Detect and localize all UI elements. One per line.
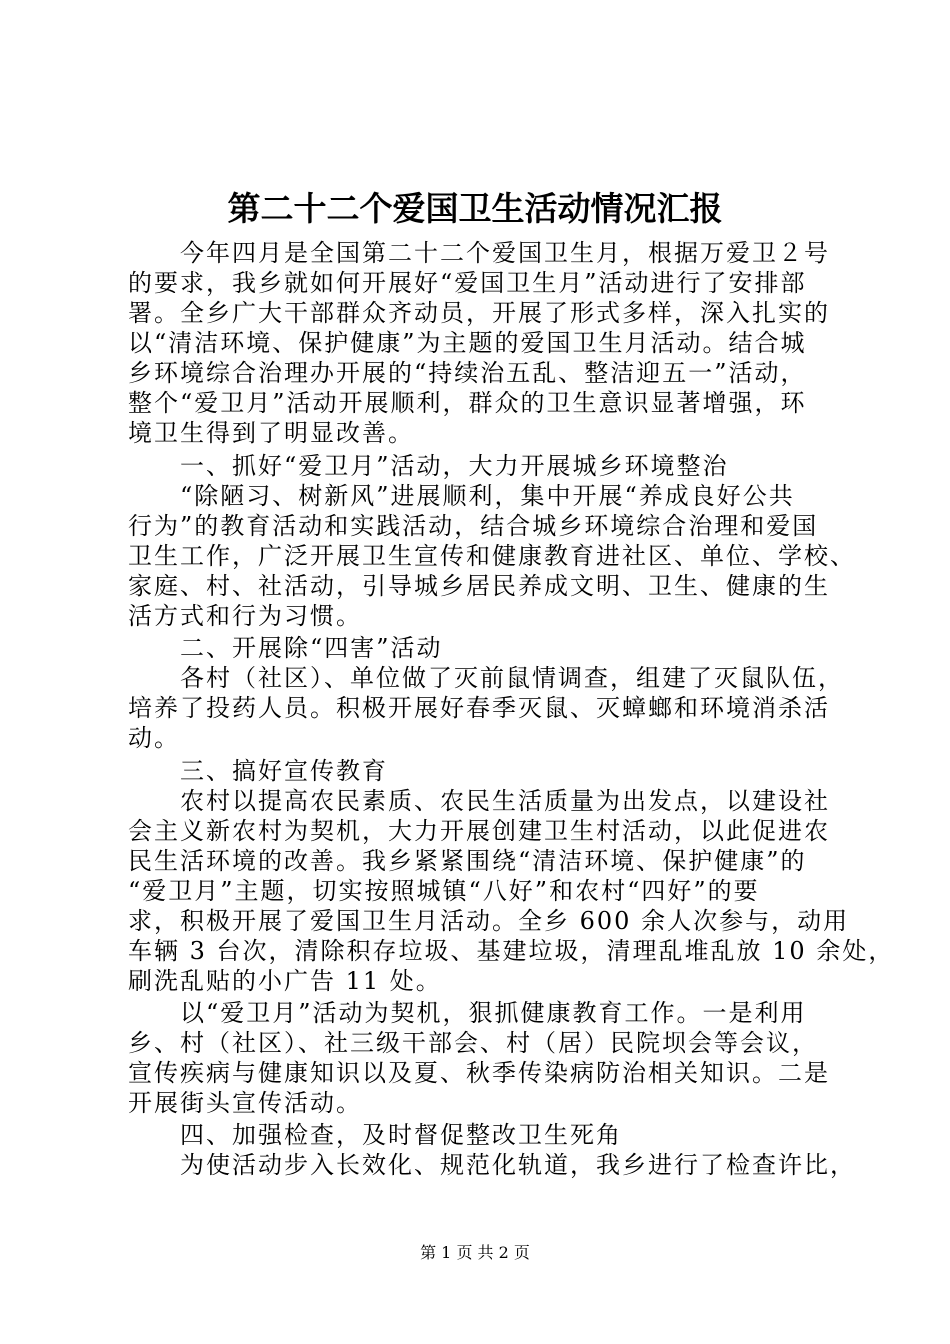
- body-line: 动。: [128, 724, 180, 752]
- body-line: 各村（社区）、单位做了灭前鼠情调查，组建了灭鼠队伍，: [180, 664, 844, 692]
- section-heading: 二、开展除“四害”活动: [180, 634, 443, 662]
- body-line: 行为”的教育活动和实践活动，结合城乡环境综合治理和爱国: [128, 512, 819, 540]
- body-line: “爱卫月”主题，切实按照城镇“八好”和农村“四好”的要: [128, 877, 760, 905]
- body-line: 乡、村（社区）、社三级干部会、村（居）民院坝会等会议，: [128, 1029, 818, 1057]
- body-line: 开展街头宣传活动。: [128, 1089, 362, 1117]
- body-line: 家庭、村、社活动，引导城乡居民养成文明、卫生、健康的生: [128, 572, 830, 600]
- body-line: 以“清洁环境、保护健康”为主题的爱国卫生月活动。结合城: [128, 329, 807, 357]
- body-line: 卫生工作，广泛开展卫生宣传和健康教育进社区、单位、学校、: [128, 542, 856, 570]
- body-line: 活方式和行为习惯。: [128, 602, 362, 630]
- body-line: 民生活环境的改善。我乡紧紧围绕“清洁环境、保护健康”的: [128, 847, 807, 875]
- body-line: 的要求，我乡就如何开展好“爱国卫生月”活动进行了安排部: [128, 269, 807, 297]
- body-line: 车辆 3 台次，清除积存垃圾、基建垃圾，清理乱堆乱放 10 余处，: [128, 937, 895, 965]
- body-line: 农村以提高农民素质、农民生活质量为出发点，以建设社: [180, 787, 830, 815]
- body-line: 以“爱卫月”活动为契机，狠抓健康教育工作。一是利用: [180, 999, 807, 1027]
- body-line: 境卫生得到了明显改善。: [128, 419, 414, 447]
- body-line: 为使活动步入长效化、规范化轨道，我乡进行了检查许比，: [180, 1151, 856, 1179]
- body-line: 乡环境综合治理办开展的“持续治五乱、整洁迎五一”活动，: [128, 359, 807, 387]
- page-title: 第二十二个爱国卫生活动情况汇报: [227, 189, 723, 228]
- body-line: 宣传疾病与健康知识以及夏、秋季传染病防治相关知识。二是: [128, 1059, 830, 1087]
- page-footer: 第 1 页 共 2 页: [420, 1243, 530, 1262]
- section-heading: 一、抓好“爱卫月”活动，大力开展城乡环境整治: [180, 452, 729, 480]
- body-line: “除陋习、树新风”进展顺利，集中开展“养成良好公共: [180, 482, 795, 510]
- body-line: 署。全乡广大干部群众齐动员，开展了形式多样，深入扎实的: [128, 299, 830, 327]
- body-line: 求，积极开展了爱国卫生月活动。全乡 600 余人次参与，动用: [128, 907, 850, 935]
- section-heading: 三、搞好宣传教育: [180, 757, 388, 785]
- body-line: 刷洗乱贴的小广告 11 处。: [128, 967, 442, 995]
- body-line: 培养了投药人员。积极开展好春季灭鼠、灭蟑螂和环境消杀活: [128, 694, 830, 722]
- body-line: 今年四月是全国第二十二个爱国卫生月，根据万爱卫２号: [180, 239, 830, 267]
- body-line: 整个“爱卫月”活动开展顺利，群众的卫生意识显著增强，环: [128, 389, 807, 417]
- body-line: 会主义新农村为契机，大力开展创建卫生村活动，以此促进农: [128, 817, 830, 845]
- section-heading: 四、加强检查，及时督促整改卫生死角: [180, 1121, 622, 1149]
